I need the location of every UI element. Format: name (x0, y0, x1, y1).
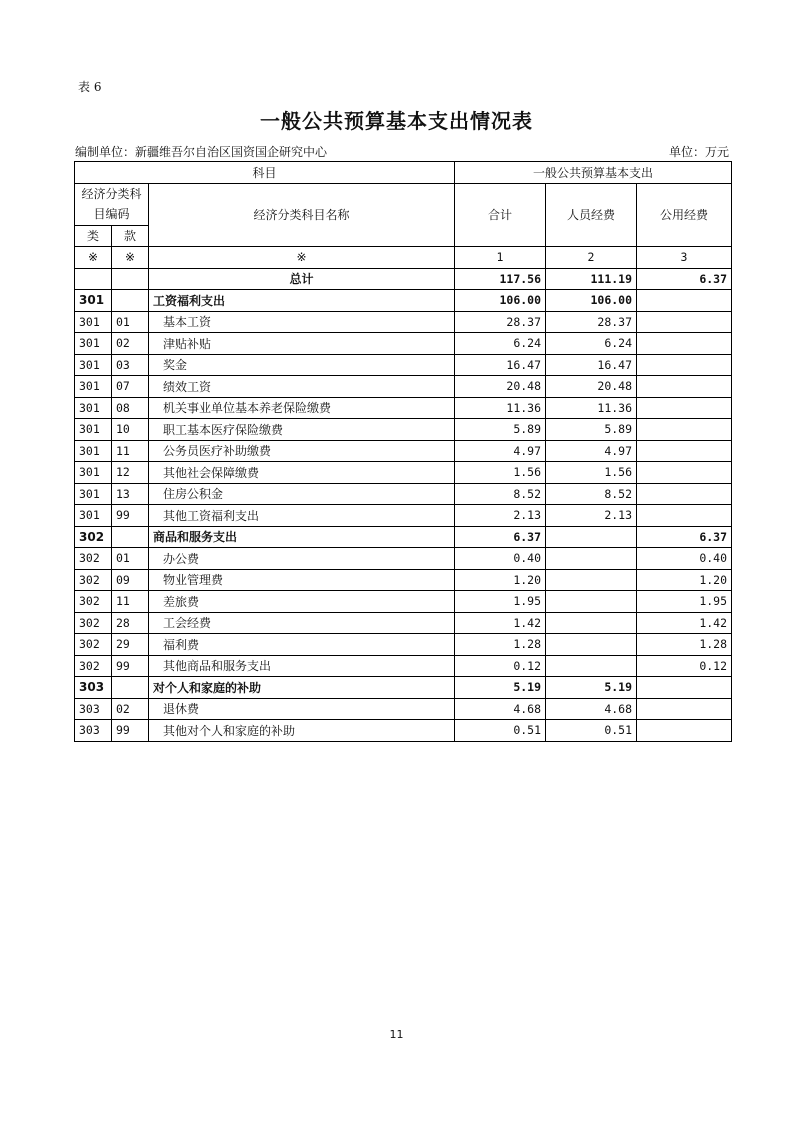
item-code-cell: 99 (112, 655, 149, 677)
item-code-cell (112, 677, 149, 699)
table-row (75, 591, 732, 613)
personnel-cell (546, 548, 637, 570)
grand-total-item (112, 268, 149, 290)
personnel-cell (546, 612, 637, 634)
group-row (75, 290, 732, 312)
header-total-col: 合计 (455, 183, 546, 247)
personnel-cell (546, 526, 637, 548)
table-row (75, 462, 732, 484)
class-code-cell: 301 (75, 505, 112, 527)
grand-total-label: 总计 (149, 268, 455, 290)
class-code-cell: 301 (75, 397, 112, 419)
personnel-cell: 28.37 (546, 311, 637, 333)
mark-item: ※ (112, 247, 149, 269)
page-title: 一般公共预算基本支出情况表 (260, 109, 533, 133)
class-code-cell: 301 (75, 419, 112, 441)
subject-name-cell: 工会经费 (149, 612, 455, 634)
total-cell: 1.95 (455, 591, 546, 613)
header-public-col: 公用经费 (637, 183, 732, 247)
total-cell: 106.00 (455, 290, 546, 312)
index-total: 1 (455, 247, 546, 269)
class-code-cell: 301 (75, 440, 112, 462)
item-code-cell: 01 (112, 548, 149, 570)
item-code-cell: 28 (112, 612, 149, 634)
grand-total-total: 117.56 (455, 268, 546, 290)
table-tag: 表 6 (78, 80, 102, 94)
table-row (75, 376, 732, 398)
class-code-cell: 302 (75, 655, 112, 677)
item-code-cell: 03 (112, 354, 149, 376)
class-code-cell: 301 (75, 333, 112, 355)
personnel-cell: 2.13 (546, 505, 637, 527)
header-row-2 (75, 183, 732, 225)
public-cell (637, 462, 732, 484)
table-row (75, 397, 732, 419)
org-label: 编制单位：新疆维吾尔自治区国资国企研究中心 (75, 145, 328, 159)
class-code-cell: 302 (75, 612, 112, 634)
class-code-cell: 303 (75, 677, 112, 699)
subject-name-cell: 职工基本医疗保险缴费 (149, 419, 455, 441)
total-cell: 5.89 (455, 419, 546, 441)
total-cell: 16.47 (455, 354, 546, 376)
public-cell (637, 505, 732, 527)
public-cell: 0.40 (637, 548, 732, 570)
class-code-cell: 301 (75, 354, 112, 376)
table-row (75, 505, 732, 527)
item-code-cell: 99 (112, 505, 149, 527)
public-cell (637, 333, 732, 355)
page-number: 11 (389, 1028, 404, 1041)
grand-total-personnel: 111.19 (546, 268, 637, 290)
personnel-cell (546, 591, 637, 613)
personnel-cell: 0.51 (546, 720, 637, 742)
personnel-cell: 6.24 (546, 333, 637, 355)
item-code-cell: 29 (112, 634, 149, 656)
table-row (75, 333, 732, 355)
subject-name-cell: 机关事业单位基本养老保险缴费 (149, 397, 455, 419)
personnel-cell: 5.19 (546, 677, 637, 699)
subject-name-cell: 工资福利支出 (149, 290, 455, 312)
subject-name-cell: 其他社会保障缴费 (149, 462, 455, 484)
header-item-col: 款 (112, 225, 149, 247)
total-cell: 8.52 (455, 483, 546, 505)
header-name-col: 经济分类科目名称 (149, 183, 455, 247)
table-row (75, 419, 732, 441)
header-expense-group: 一般公共预算基本支出 (455, 162, 732, 184)
personnel-cell: 5.89 (546, 419, 637, 441)
item-code-cell (112, 526, 149, 548)
table-row (75, 311, 732, 333)
public-cell (637, 311, 732, 333)
public-cell (637, 677, 732, 699)
total-cell: 11.36 (455, 397, 546, 419)
class-code-cell: 303 (75, 698, 112, 720)
public-cell (637, 397, 732, 419)
subject-name-cell: 物业管理费 (149, 569, 455, 591)
personnel-cell (546, 655, 637, 677)
item-code-cell: 08 (112, 397, 149, 419)
subject-name-cell: 对个人和家庭的补助 (149, 677, 455, 699)
total-cell: 20.48 (455, 376, 546, 398)
total-cell: 0.51 (455, 720, 546, 742)
subject-name-cell: 住房公积金 (149, 483, 455, 505)
total-cell: 1.28 (455, 634, 546, 656)
total-cell: 0.12 (455, 655, 546, 677)
subject-name-cell: 其他工资福利支出 (149, 505, 455, 527)
header-subject: 科目 (75, 162, 455, 184)
subject-name-cell: 津贴补贴 (149, 333, 455, 355)
personnel-cell: 4.68 (546, 698, 637, 720)
subject-name-cell: 办公费 (149, 548, 455, 570)
public-cell (637, 354, 732, 376)
group-row (75, 677, 732, 699)
header-code-label (75, 183, 149, 225)
class-code-cell: 301 (75, 462, 112, 484)
total-cell: 4.68 (455, 698, 546, 720)
public-cell: 1.20 (637, 569, 732, 591)
personnel-cell: 20.48 (546, 376, 637, 398)
public-cell (637, 698, 732, 720)
total-cell: 6.24 (455, 333, 546, 355)
personnel-cell (546, 569, 637, 591)
mark-name: ※ (149, 247, 455, 269)
budget-table (74, 161, 732, 742)
public-cell (637, 720, 732, 742)
index-personnel: 2 (546, 247, 637, 269)
table-row (75, 720, 732, 742)
table-row (75, 440, 732, 462)
subject-name-cell: 公务员医疗补助缴费 (149, 440, 455, 462)
grand-total-row (75, 268, 732, 290)
item-code-cell: 09 (112, 569, 149, 591)
class-code-cell: 303 (75, 720, 112, 742)
class-code-cell: 301 (75, 311, 112, 333)
subject-name-cell: 绩效工资 (149, 376, 455, 398)
item-code-cell: 12 (112, 462, 149, 484)
header-row-1 (75, 162, 732, 184)
class-code-cell: 301 (75, 290, 112, 312)
total-cell: 2.13 (455, 505, 546, 527)
public-cell: 1.95 (637, 591, 732, 613)
public-cell (637, 419, 732, 441)
mark-class: ※ (75, 247, 112, 269)
public-cell (637, 440, 732, 462)
subject-name-cell: 商品和服务支出 (149, 526, 455, 548)
public-cell: 1.28 (637, 634, 732, 656)
class-code-cell: 302 (75, 548, 112, 570)
subject-name-cell: 差旅费 (149, 591, 455, 613)
class-code-cell: 301 (75, 376, 112, 398)
item-code-cell: 02 (112, 333, 149, 355)
header-personnel-col: 人员经费 (546, 183, 637, 247)
unit-label: 单位：万元 (668, 145, 729, 159)
total-cell: 4.97 (455, 440, 546, 462)
total-cell: 28.37 (455, 311, 546, 333)
subject-name-cell: 基本工资 (149, 311, 455, 333)
public-cell (637, 376, 732, 398)
subject-name-cell: 奖金 (149, 354, 455, 376)
item-code-cell: 13 (112, 483, 149, 505)
item-code-cell: 01 (112, 311, 149, 333)
personnel-cell: 11.36 (546, 397, 637, 419)
public-cell: 0.12 (637, 655, 732, 677)
public-cell (637, 290, 732, 312)
public-cell: 6.37 (637, 526, 732, 548)
index-public: 3 (637, 247, 732, 269)
total-cell: 0.40 (455, 548, 546, 570)
header-class-col: 类 (75, 225, 112, 247)
personnel-cell (546, 634, 637, 656)
total-cell: 1.42 (455, 612, 546, 634)
personnel-cell: 106.00 (546, 290, 637, 312)
item-code-cell (112, 290, 149, 312)
table-row (75, 569, 732, 591)
meta-row (75, 143, 729, 160)
total-cell: 5.19 (455, 677, 546, 699)
header-row-4 (75, 247, 732, 269)
item-code-cell: 02 (112, 698, 149, 720)
table-row (75, 354, 732, 376)
group-row (75, 526, 732, 548)
total-cell: 6.37 (455, 526, 546, 548)
table-row (75, 612, 732, 634)
subject-name-cell: 退休费 (149, 698, 455, 720)
grand-total-public: 6.37 (637, 268, 732, 290)
grand-total-class (75, 268, 112, 290)
table-row (75, 548, 732, 570)
total-cell: 1.20 (455, 569, 546, 591)
item-code-cell: 07 (112, 376, 149, 398)
item-code-cell: 99 (112, 720, 149, 742)
subject-name-cell: 福利费 (149, 634, 455, 656)
header-code-label-line2: 目编码 (93, 207, 130, 221)
class-code-cell: 302 (75, 526, 112, 548)
table-row (75, 634, 732, 656)
item-code-cell: 11 (112, 591, 149, 613)
total-cell: 1.56 (455, 462, 546, 484)
public-cell: 1.42 (637, 612, 732, 634)
public-cell (637, 483, 732, 505)
personnel-cell: 1.56 (546, 462, 637, 484)
table-row (75, 698, 732, 720)
class-code-cell: 302 (75, 591, 112, 613)
item-code-cell: 10 (112, 419, 149, 441)
table-row (75, 483, 732, 505)
personnel-cell: 4.97 (546, 440, 637, 462)
personnel-cell: 8.52 (546, 483, 637, 505)
subject-name-cell: 其他对个人和家庭的补助 (149, 720, 455, 742)
item-code-cell: 11 (112, 440, 149, 462)
subject-name-cell: 其他商品和服务支出 (149, 655, 455, 677)
personnel-cell: 16.47 (546, 354, 637, 376)
class-code-cell: 302 (75, 569, 112, 591)
class-code-cell: 302 (75, 634, 112, 656)
class-code-cell: 301 (75, 483, 112, 505)
header-code-label-line1: 经济分类科 (81, 187, 142, 201)
table-row (75, 655, 732, 677)
